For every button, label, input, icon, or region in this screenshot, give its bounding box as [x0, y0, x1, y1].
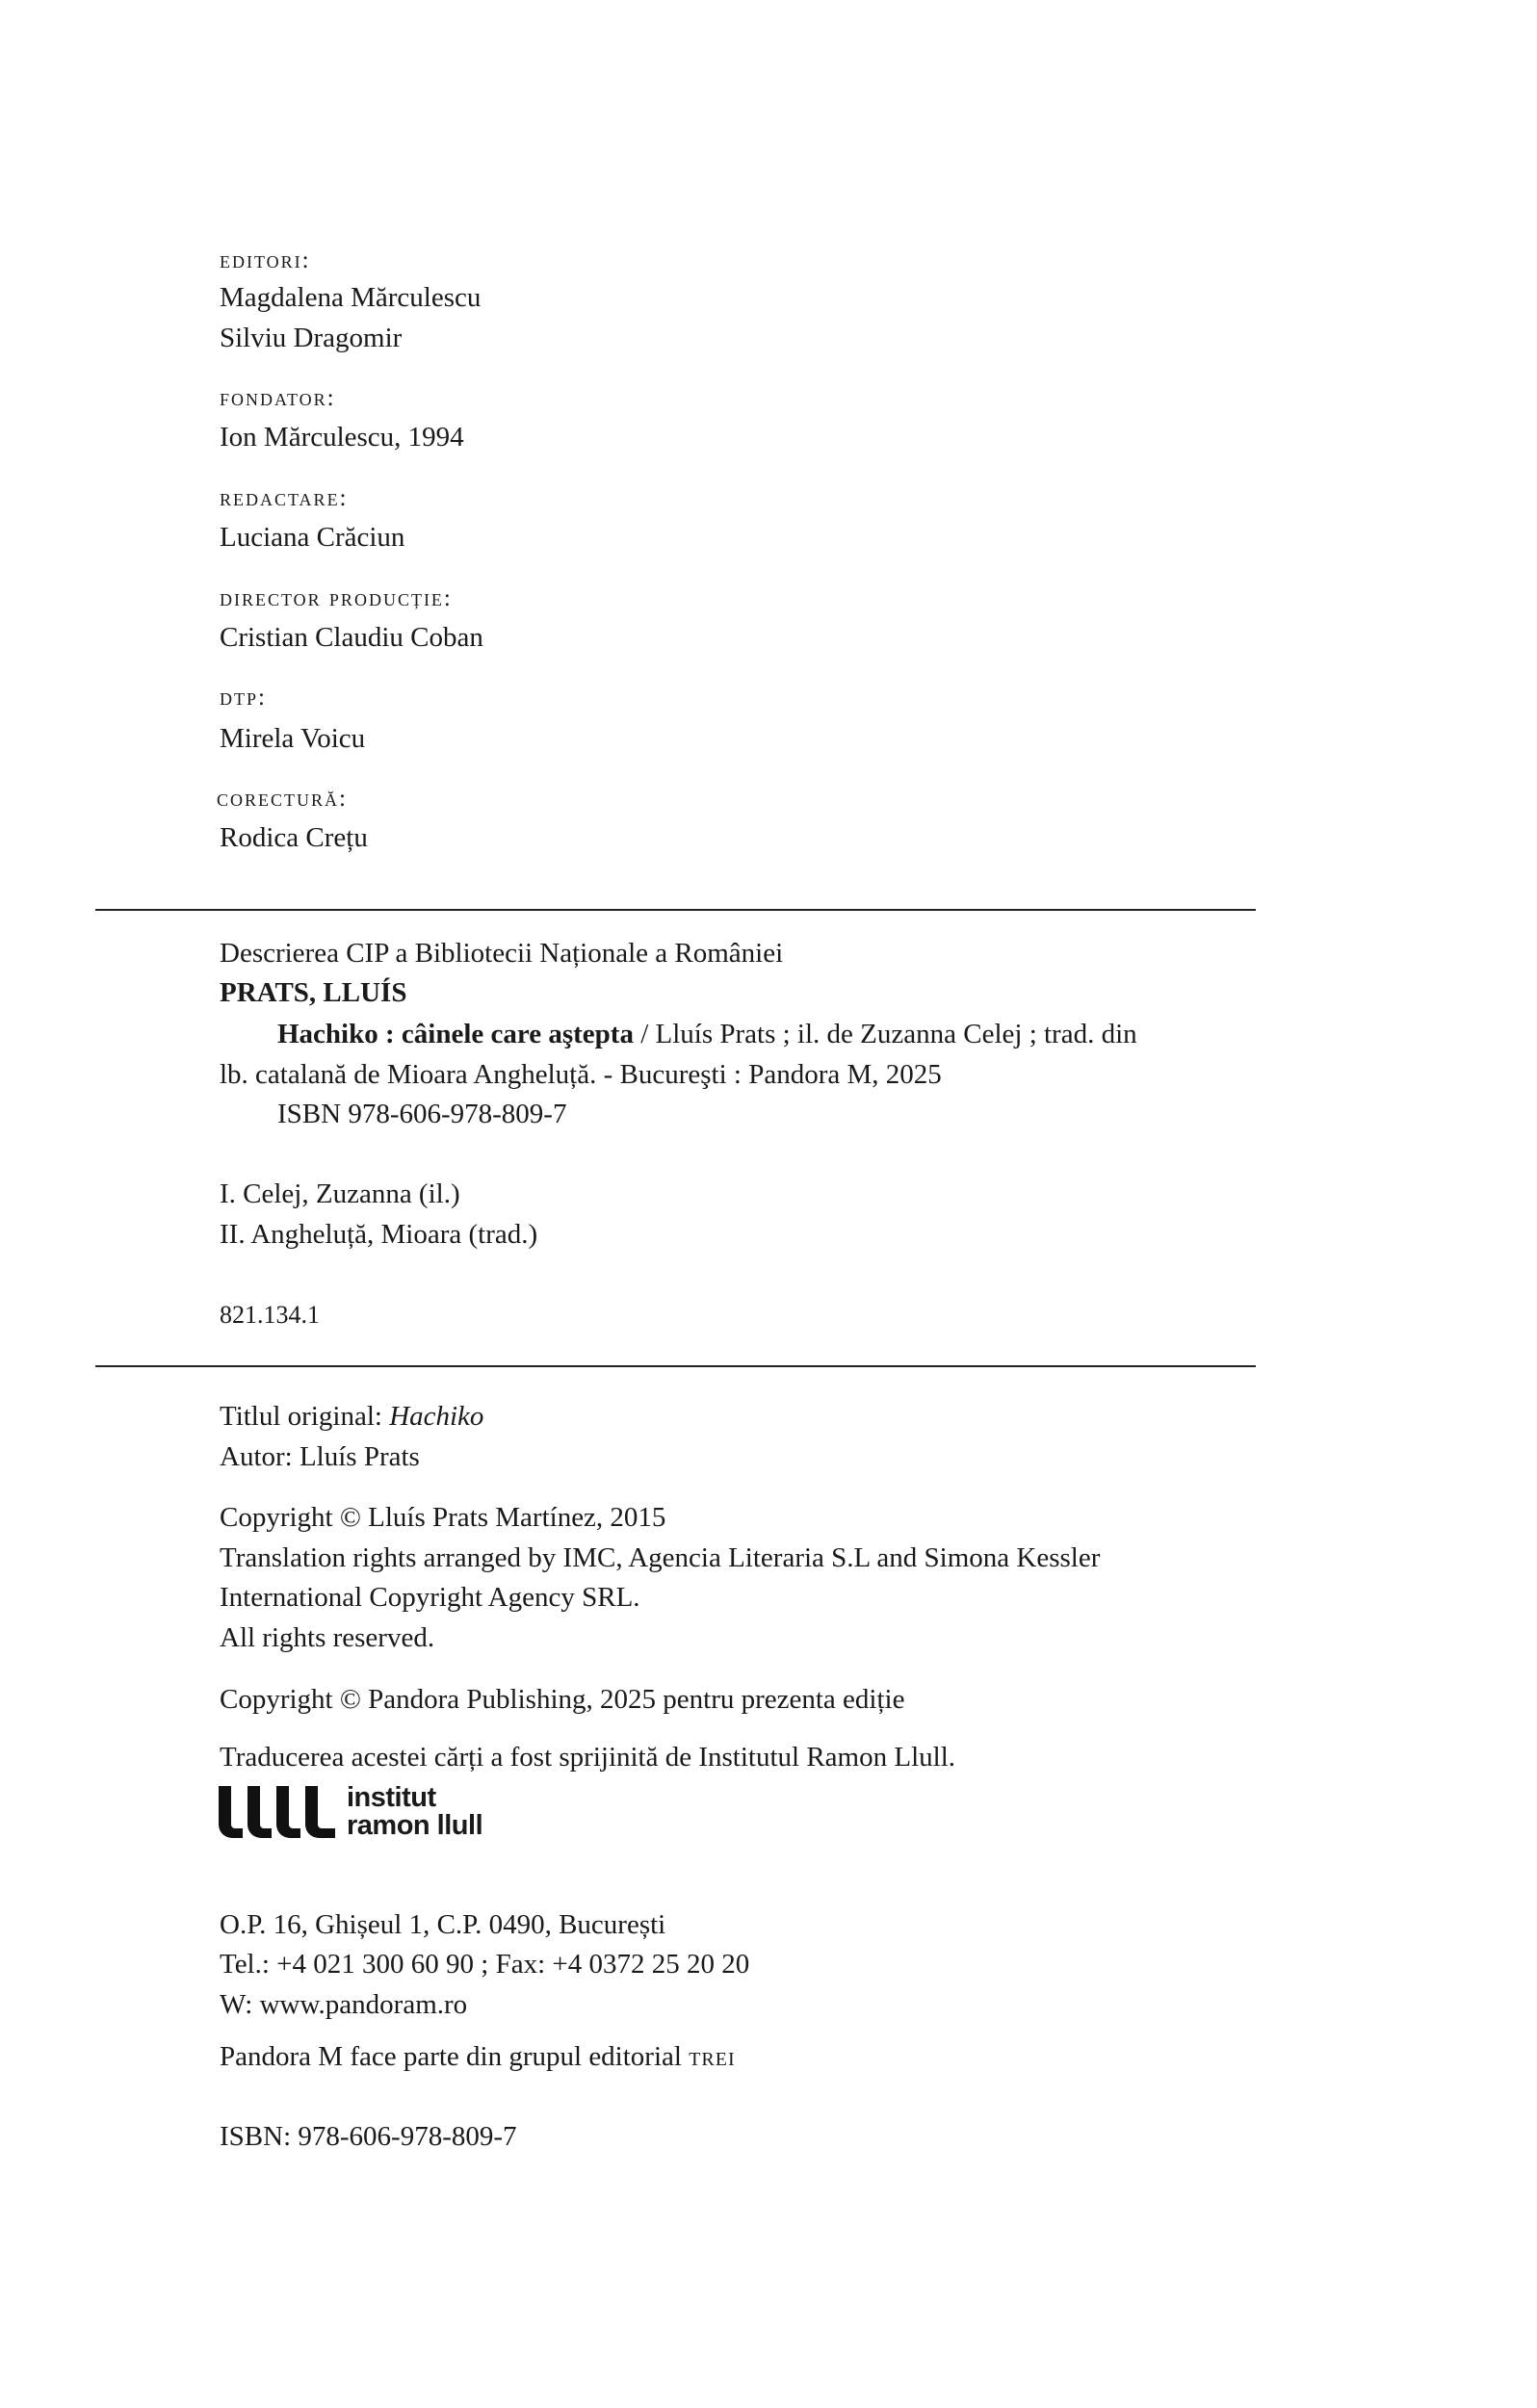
phone-fax: Tel.: +4 021 300 60 90 ; Fax: +4 0372 25 20 20 — [220, 1949, 750, 1980]
isbn: ISBN: 978-606-978-809-7 — [220, 2121, 517, 2152]
cip-title: Hachiko : câinele care aştepta — [277, 1019, 634, 1049]
cip-entry: I. Celej, Zuzanna (il.) — [220, 1178, 460, 1209]
divider — [95, 1365, 1256, 1367]
logo-line: institut — [347, 1782, 436, 1813]
copyright-line: International Copyright Agency SRL. — [220, 1582, 640, 1613]
cip-entry: II. Angheluță, Mioara (trad.) — [220, 1219, 538, 1250]
group-text: Pandora M face parte din grupul editorial — [220, 2041, 690, 2072]
institut-ramon-llull-logo — [217, 1783, 482, 1841]
divider — [95, 909, 1256, 911]
copyright-line: Copyright © Lluís Prats Martínez, 2015 — [220, 1502, 666, 1533]
translation-support: Traducerea acestei cărți a fost sprijinită de Institutul Ramon Llull. — [220, 1742, 955, 1773]
copyright-line: All rights reserved. — [220, 1622, 435, 1653]
credit-name: Cristian Claudiu Coban — [220, 622, 483, 653]
credit-label: editori: — [220, 247, 311, 273]
credit-label: corectură: — [217, 786, 348, 812]
cip-heading: Descrierea CIP a Bibliotecii Naționale a României — [220, 938, 784, 969]
cip-classification: 821.134.1 — [220, 1301, 320, 1329]
credit-name: Mirela Voicu — [220, 723, 366, 754]
copyright-line: Translation rights arranged by IMC, Agencia Literaria S.L and Simona Kessler — [220, 1542, 1101, 1573]
address: O.P. 16, Ghișeul 1, C.P. 0490, București — [220, 1909, 666, 1940]
original-title-value: Hachiko — [389, 1401, 484, 1432]
credit-label: dtp: — [220, 685, 267, 711]
copyright-edition: Copyright © Pandora Publishing, 2025 pentru prezenta ediție — [220, 1684, 905, 1715]
original-title-label: Titlul original: — [220, 1401, 390, 1432]
credit-name: Magdalena Mărculescu — [220, 282, 482, 313]
cip-title-line — [277, 1017, 1137, 1051]
author-line: Autor: Lluís Prats — [220, 1441, 420, 1472]
credit-name: Luciana Crăciun — [220, 522, 405, 553]
credit-label: director producție: — [220, 585, 453, 611]
cip-title-rest: / Lluís Prats ; il. de Zuzanna Celej ; trad. din — [633, 1019, 1137, 1049]
logo-line: ramon llull — [347, 1810, 483, 1841]
logo-text — [347, 1784, 482, 1840]
cip-line2: lb. catalană de Mioara Angheluță. - Bucureşti : Pandora M, 2025 — [220, 1059, 942, 1090]
website: W: www.pandoram.ro — [220, 1989, 468, 2020]
cip-author: PRATS, LLUÍS — [220, 977, 407, 1008]
cip-isbn: ISBN 978-606-978-809-7 — [277, 1099, 567, 1129]
group-name: trei — [689, 2041, 736, 2072]
credit-name: Rodica Crețu — [220, 822, 368, 853]
llull-mark-icon — [217, 1784, 337, 1840]
original-title — [220, 1399, 483, 1434]
credit-name: Ion Mărculescu, 1994 — [220, 422, 464, 453]
credit-name: Silviu Dragomir — [220, 323, 403, 353]
credit-label: redactare: — [220, 485, 349, 511]
credit-label: fondator: — [220, 385, 336, 411]
publishing-group — [220, 2039, 736, 2074]
